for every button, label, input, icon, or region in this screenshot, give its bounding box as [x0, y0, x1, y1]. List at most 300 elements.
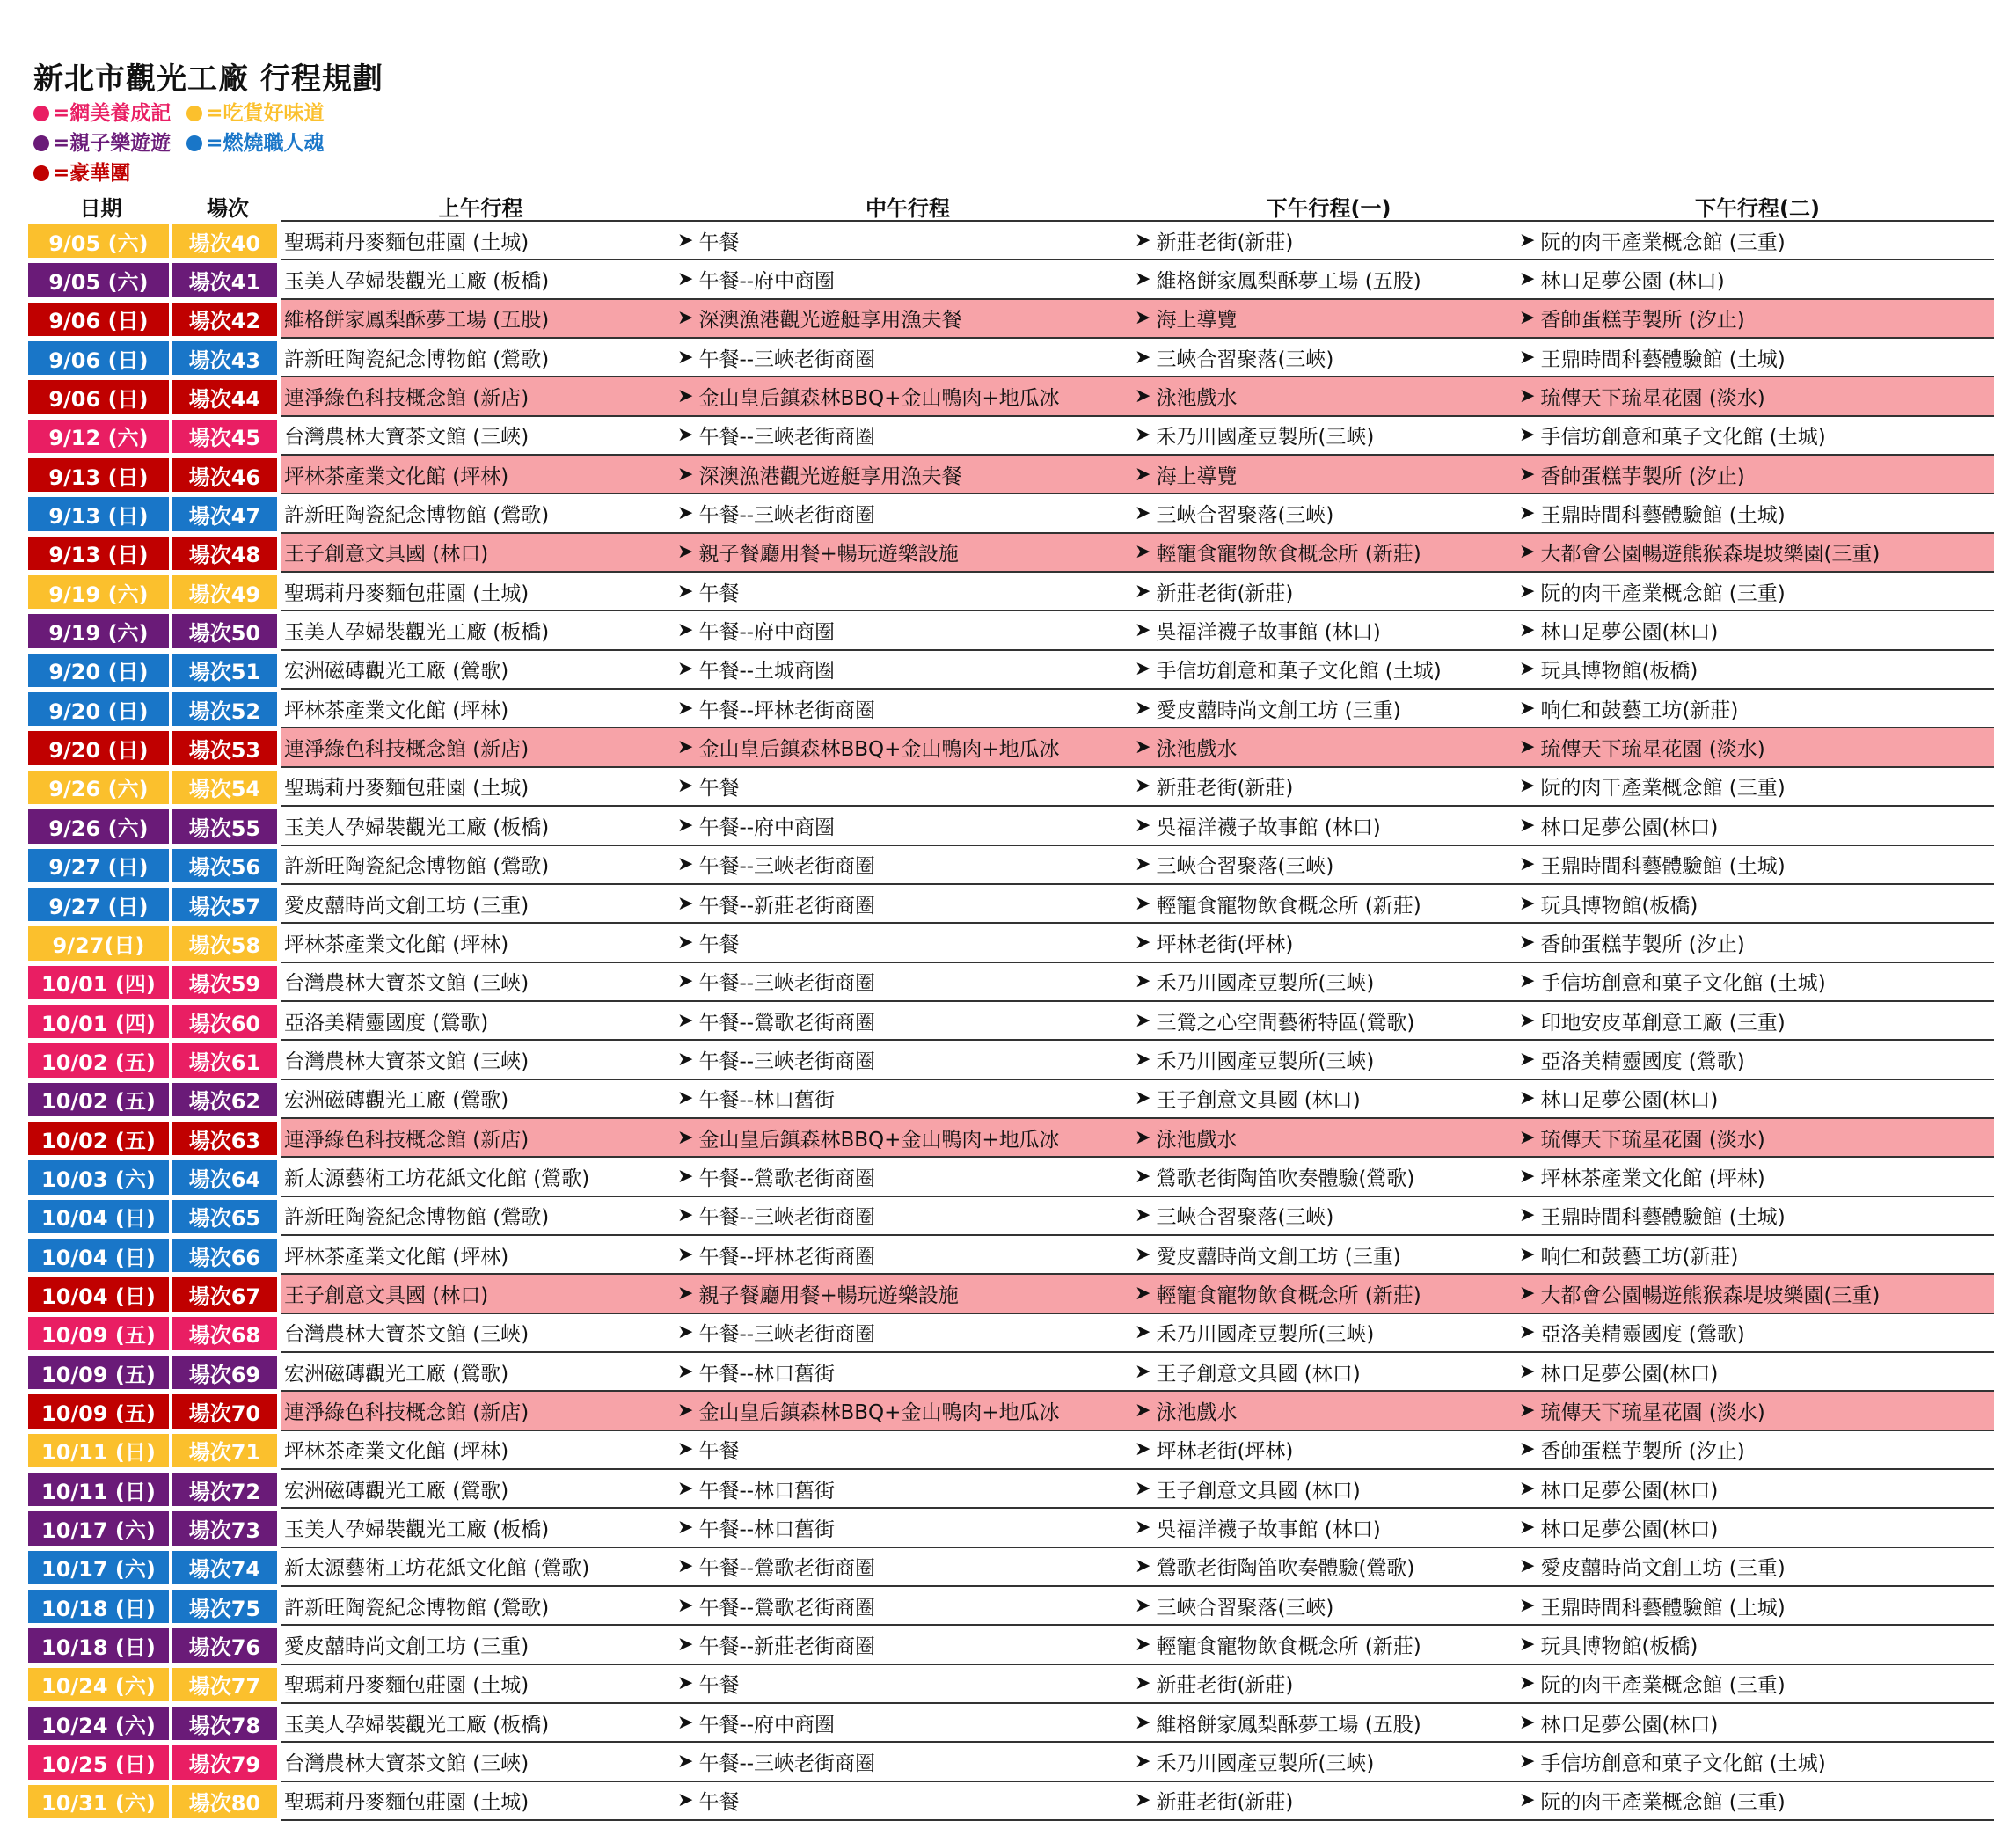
afternoon1-activity	[1135, 1786, 1519, 1815]
noon-activity-text: 親子餐廳用餐+暢玩遊樂設施	[698, 543, 959, 567]
arrow-right-icon: ➤	[1519, 229, 1536, 252]
afternoon1-activity-text: 新莊老街(新莊)	[1156, 230, 1294, 254]
noon-activity	[677, 967, 1135, 996]
afternoon1-activity	[1135, 1006, 1519, 1035]
arrow-right-icon: ➤	[1135, 1438, 1151, 1461]
morning-activity	[281, 889, 677, 918]
arrow-right-icon: ➤	[677, 502, 694, 525]
date-cell: 9/20 (日)	[28, 692, 169, 726]
afternoon1-activity-text: 鶯歌老街陶笛吹奏體驗(鶯歌)	[1156, 1166, 1415, 1190]
afternoon2-activity-text: 王鼎時間科藝體驗館 (土城)	[1540, 1206, 1786, 1230]
morning-activity	[281, 1552, 677, 1581]
morning-activity	[281, 577, 677, 606]
morning-activity-text: 台灣農林大寶茶文館 (三峽)	[284, 972, 530, 996]
afternoon2-activity	[1519, 1045, 1994, 1074]
arrow-right-icon: ➤	[1519, 424, 1536, 447]
afternoon2-activity	[1519, 538, 1994, 567]
morning-activity	[281, 1162, 677, 1191]
afternoon1-activity-text: 禾乃川國產豆製所(三峽)	[1156, 1049, 1375, 1073]
afternoon2-activity	[1519, 265, 1994, 294]
date-cell: 9/20 (日)	[28, 654, 169, 687]
itinerary	[281, 1197, 1994, 1236]
arrow-right-icon: ➤	[1519, 1634, 1536, 1656]
itinerary	[281, 651, 1994, 690]
table-row	[28, 885, 1994, 924]
arrow-right-icon: ➤	[677, 1477, 694, 1500]
table-row	[28, 1275, 1994, 1313]
afternoon2-activity	[1519, 577, 1994, 606]
afternoon2-activity	[1519, 1201, 1994, 1230]
table-row	[28, 573, 1994, 611]
itinerary	[281, 690, 1994, 728]
arrow-right-icon: ➤	[1519, 814, 1536, 837]
itinerary	[281, 963, 1994, 1002]
afternoon1-activity	[1135, 889, 1519, 918]
itinerary	[281, 456, 1994, 494]
itinerary	[281, 1626, 1994, 1664]
table-row	[28, 300, 1994, 339]
noon-activity	[677, 733, 1135, 762]
arrow-right-icon: ➤	[1135, 931, 1151, 954]
table-row	[28, 1470, 1994, 1509]
date-cell: 10/09 (五)	[28, 1317, 169, 1350]
session-cell: 場次76	[172, 1628, 277, 1662]
table-row	[28, 339, 1994, 377]
arrow-right-icon: ➤	[677, 541, 694, 564]
table-row	[28, 1314, 1994, 1353]
afternoon1-activity-text: 坪林老街(坪林)	[1156, 932, 1294, 956]
afternoon1-activity	[1135, 850, 1519, 879]
morning-activity-text: 王子創意文具國 (林口)	[284, 543, 489, 567]
arrow-right-icon: ➤	[677, 268, 694, 291]
arrow-right-icon: ➤	[1135, 1087, 1151, 1110]
legend-row	[33, 158, 340, 188]
morning-activity	[281, 1045, 677, 1074]
arrow-right-icon: ➤	[1519, 1594, 1536, 1617]
table-row	[28, 1392, 1994, 1430]
arrow-right-icon: ➤	[1519, 736, 1536, 759]
noon-activity	[677, 1318, 1135, 1347]
afternoon1-activity-text: 維格餅家鳳梨酥夢工場 (五股)	[1156, 1713, 1421, 1737]
arrow-right-icon: ➤	[1135, 1165, 1151, 1188]
afternoon2-activity-text: 香帥蛋糕芋製所 (汐止)	[1540, 1440, 1745, 1464]
afternoon2-activity	[1519, 811, 1994, 840]
date-cell: 9/13 (日)	[28, 497, 169, 530]
afternoon2-activity-text: 手信坊創意和菓子文化館 (土城)	[1540, 972, 1826, 996]
afternoon1-activity-text: 輕寵食寵物飲食概念所 (新莊)	[1156, 894, 1421, 918]
date-cell: 9/20 (日)	[28, 731, 169, 764]
afternoon1-activity	[1135, 226, 1519, 255]
afternoon2-activity-text: 手信坊創意和菓子文化館 (土城)	[1540, 426, 1826, 450]
afternoon1-activity-text: 三鶯之心空間藝術特區(鶯歌)	[1156, 1011, 1415, 1035]
itinerary	[281, 1236, 1994, 1275]
arrow-right-icon: ➤	[1135, 1751, 1151, 1773]
itinerary	[281, 1119, 1994, 1158]
session-cell: 場次47	[172, 497, 277, 530]
header-afternoon2: 下午行程(二)	[1695, 195, 1820, 221]
itinerary	[281, 260, 1994, 299]
afternoon1-activity-text: 王子創意文具國 (林口)	[1156, 1362, 1361, 1386]
itinerary	[281, 1041, 1994, 1079]
arrow-right-icon: ➤	[1519, 1477, 1536, 1500]
arrow-right-icon: ➤	[677, 970, 694, 993]
table-row	[28, 1704, 1994, 1743]
noon-activity	[677, 1513, 1135, 1542]
date-cell: 9/06 (日)	[28, 341, 169, 375]
afternoon2-activity	[1519, 1357, 1994, 1386]
afternoon1-activity-text: 泳池戲水	[1156, 738, 1238, 762]
afternoon1-activity-text: 輕寵食寵物飲食概念所 (新莊)	[1156, 1283, 1421, 1307]
arrow-right-icon: ➤	[677, 1751, 694, 1773]
morning-activity-text: 宏洲磁磚觀光工廠 (鶯歌)	[284, 1089, 509, 1113]
table-row	[28, 1665, 1994, 1704]
noon-activity	[677, 226, 1135, 255]
morning-activity	[281, 772, 677, 801]
itinerary	[281, 222, 1994, 260]
afternoon2-activity	[1519, 226, 1994, 255]
table-row	[28, 690, 1994, 728]
afternoon2-activity-text: 林口足夢公園(林口)	[1540, 815, 1719, 839]
afternoon2-activity	[1519, 1279, 1994, 1308]
afternoon1-activity-text: 愛皮囍時尚文創工坊 (三重)	[1156, 698, 1401, 722]
legend-row	[33, 99, 340, 128]
table-header	[28, 190, 1994, 222]
noon-activity	[677, 616, 1135, 645]
arrow-right-icon: ➤	[677, 1048, 694, 1071]
afternoon2-activity	[1519, 655, 1994, 684]
morning-activity-text: 坪林茶產業文化館 (坪林)	[284, 1440, 509, 1464]
morning-activity	[281, 616, 677, 645]
morning-activity	[281, 967, 677, 996]
itinerary	[281, 573, 1994, 611]
afternoon1-activity	[1135, 1513, 1519, 1542]
date-cell: 10/03 (六)	[28, 1160, 169, 1194]
morning-activity-text: 台灣農林大寶茶文館 (三峽)	[284, 1323, 530, 1347]
noon-activity	[677, 1084, 1135, 1113]
session-cell: 場次41	[172, 263, 277, 296]
session-cell: 場次77	[172, 1668, 277, 1701]
noon-activity	[677, 1240, 1135, 1269]
noon-activity-text: 金山皇后鎮森林BBQ+金山鴨肉+地瓜冰	[698, 387, 1060, 411]
arrow-right-icon: ➤	[1135, 1126, 1151, 1149]
arrow-right-icon: ➤	[1519, 1672, 1536, 1695]
itinerary	[281, 611, 1994, 650]
afternoon1-activity-text: 吳福洋襪子故事館 (林口)	[1156, 815, 1381, 839]
arrow-right-icon: ➤	[1519, 268, 1536, 291]
date-cell: 10/02 (五)	[28, 1083, 169, 1116]
afternoon2-activity-text: 琉傳天下琉星花園 (淡水)	[1540, 387, 1765, 411]
afternoon1-activity	[1135, 1708, 1519, 1737]
afternoon1-activity-text: 海上導覽	[1156, 309, 1238, 333]
noon-activity-text: 親子餐廳用餐+暢玩遊樂設施	[698, 1283, 959, 1307]
noon-activity	[677, 1474, 1135, 1503]
date-cell: 10/04 (日)	[28, 1200, 169, 1233]
afternoon2-activity	[1519, 889, 1994, 918]
afternoon1-activity-text: 三峽合習聚落(三峽)	[1156, 504, 1334, 528]
arrow-right-icon: ➤	[1519, 1399, 1536, 1422]
afternoon1-activity	[1135, 1357, 1519, 1386]
date-cell: 10/01 (四)	[28, 1005, 169, 1038]
morning-activity-text: 聖瑪莉丹麥麵包莊園 (土城)	[284, 777, 530, 801]
session-cell: 場次40	[172, 224, 277, 258]
date-cell: 9/19 (六)	[28, 614, 169, 647]
afternoon1-activity-text: 新莊老街(新莊)	[1156, 1674, 1294, 1698]
morning-activity-text: 許新旺陶瓷紀念博物館 (鶯歌)	[284, 504, 550, 528]
noon-activity-text: 午餐	[698, 932, 740, 956]
afternoon2-activity	[1519, 1240, 1994, 1269]
date-cell: 10/18 (日)	[28, 1590, 169, 1623]
afternoon2-activity	[1519, 1513, 1994, 1542]
noon-activity-text: 午餐--三峽老街商圈	[698, 1049, 876, 1073]
afternoon1-activity	[1135, 1201, 1519, 1230]
afternoon2-activity-text: 林口足夢公園 (林口)	[1540, 270, 1725, 294]
afternoon1-activity-text: 三峽合習聚落(三峽)	[1156, 1596, 1334, 1620]
afternoon2-activity	[1519, 1669, 1994, 1698]
afternoon1-activity-text: 新莊老街(新莊)	[1156, 777, 1294, 801]
noon-activity	[677, 1786, 1135, 1815]
morning-activity	[281, 1630, 677, 1659]
afternoon2-activity-text: 亞洛美精靈國度 (鶯歌)	[1540, 1323, 1745, 1347]
noon-activity	[677, 1708, 1135, 1737]
afternoon1-activity-text: 新莊老街(新莊)	[1156, 581, 1294, 605]
morning-activity	[281, 733, 677, 762]
noon-activity	[677, 811, 1135, 840]
itinerary	[281, 1509, 1994, 1547]
legend-item-yellow	[186, 99, 324, 128]
afternoon2-activity	[1519, 421, 1994, 450]
afternoon2-activity-text: 亞洛美精靈國度 (鶯歌)	[1540, 1049, 1745, 1073]
arrow-right-icon: ➤	[1519, 1360, 1536, 1383]
date-cell: 10/02 (五)	[28, 1043, 169, 1077]
arrow-right-icon: ➤	[677, 307, 694, 330]
arrow-right-icon: ➤	[1519, 1243, 1536, 1266]
afternoon2-activity-text: 玩具博物館(板橋)	[1540, 894, 1698, 918]
afternoon2-activity-text: 王鼎時間科藝體驗館 (土城)	[1540, 504, 1786, 528]
session-cell: 場次75	[172, 1590, 277, 1623]
afternoon2-activity-text: 林口足夢公園(林口)	[1540, 621, 1719, 645]
date-cell: 9/26 (六)	[28, 771, 169, 804]
arrow-right-icon: ➤	[677, 1165, 694, 1188]
arrow-right-icon: ➤	[1135, 1517, 1151, 1539]
arrow-right-icon: ➤	[1519, 463, 1536, 486]
morning-activity-text: 王子創意文具國 (林口)	[284, 1283, 489, 1307]
morning-activity	[281, 499, 677, 528]
arrow-right-icon: ➤	[1135, 970, 1151, 993]
arrow-right-icon: ➤	[1135, 229, 1151, 252]
arrow-right-icon: ➤	[1519, 853, 1536, 876]
page-title: 新北市觀光工廠 行程規劃	[33, 62, 383, 97]
morning-activity	[281, 1084, 677, 1113]
arrow-right-icon: ➤	[677, 580, 694, 603]
table-row	[28, 1197, 1994, 1236]
date-cell: 9/05 (六)	[28, 224, 169, 258]
afternoon1-activity	[1135, 1396, 1519, 1425]
table-row	[28, 1041, 1994, 1079]
session-cell: 場次74	[172, 1551, 277, 1584]
itinerary	[281, 417, 1994, 456]
table-row	[28, 494, 1994, 533]
arrow-right-icon: ➤	[1135, 1711, 1151, 1734]
noon-activity-text: 午餐	[698, 1791, 740, 1815]
session-cell: 場次44	[172, 380, 277, 413]
afternoon1-activity-text: 坪林老街(坪林)	[1156, 1440, 1294, 1464]
session-cell: 場次52	[172, 692, 277, 726]
afternoon2-activity-text: 阮的肉干產業概念館 (三重)	[1540, 1674, 1786, 1698]
date-cell: 9/27 (日)	[28, 849, 169, 882]
afternoon1-activity	[1135, 655, 1519, 684]
session-cell: 場次72	[172, 1473, 277, 1506]
afternoon1-activity-text: 海上導覽	[1156, 464, 1238, 488]
noon-activity-text: 午餐--鶯歌老街商圈	[698, 1011, 876, 1035]
arrow-right-icon: ➤	[1519, 502, 1536, 525]
noon-activity-text: 午餐	[698, 1440, 740, 1464]
session-cell: 場次42	[172, 303, 277, 336]
morning-activity	[281, 343, 677, 372]
morning-activity	[281, 1279, 677, 1308]
afternoon1-activity	[1135, 1318, 1519, 1347]
arrow-right-icon: ➤	[1519, 1711, 1536, 1734]
morning-activity	[281, 304, 677, 333]
afternoon1-activity-text: 王子創意文具國 (林口)	[1156, 1479, 1361, 1503]
noon-activity	[677, 928, 1135, 957]
arrow-right-icon: ➤	[1135, 697, 1151, 720]
arrow-right-icon: ➤	[677, 814, 694, 837]
date-cell: 10/09 (五)	[28, 1356, 169, 1389]
arrow-right-icon: ➤	[1135, 1789, 1151, 1812]
arrow-right-icon: ➤	[677, 619, 694, 642]
date-cell: 9/05 (六)	[28, 263, 169, 296]
morning-activity-text: 愛皮囍時尚文創工坊 (三重)	[284, 894, 530, 918]
itinerary	[281, 377, 1994, 416]
arrow-right-icon: ➤	[1135, 1243, 1151, 1266]
noon-activity-text: 午餐	[698, 581, 740, 605]
legend-label: =網美養成記	[53, 102, 172, 125]
afternoon1-activity-text: 禾乃川國產豆製所(三峽)	[1156, 972, 1375, 996]
afternoon1-activity-text: 泳池戲水	[1156, 1400, 1238, 1424]
noon-activity	[677, 1552, 1135, 1581]
arrow-right-icon: ➤	[677, 1321, 694, 1344]
afternoon1-activity	[1135, 928, 1519, 957]
afternoon1-activity	[1135, 1747, 1519, 1776]
noon-activity	[677, 1045, 1135, 1074]
morning-activity	[281, 850, 677, 879]
noon-activity	[677, 304, 1135, 333]
noon-activity	[677, 694, 1135, 723]
arrow-right-icon: ➤	[1135, 1321, 1151, 1344]
arrow-right-icon: ➤	[1519, 892, 1536, 915]
afternoon1-activity-text: 禾乃川國產豆製所(三峽)	[1156, 426, 1375, 450]
afternoon1-activity	[1135, 967, 1519, 996]
table-row	[28, 1431, 1994, 1470]
table-row	[28, 534, 1994, 573]
noon-activity	[677, 460, 1135, 489]
header-noon: 中午行程	[866, 195, 950, 221]
arrow-right-icon: ➤	[1519, 385, 1536, 408]
noon-activity	[677, 265, 1135, 294]
afternoon1-activity-text: 吳福洋襪子故事館 (林口)	[1156, 621, 1381, 645]
arrow-right-icon: ➤	[677, 385, 694, 408]
afternoon1-activity-text: 三峽合習聚落(三峽)	[1156, 1206, 1334, 1230]
arrow-right-icon: ➤	[1135, 775, 1151, 798]
afternoon1-activity	[1135, 577, 1519, 606]
morning-activity	[281, 538, 677, 567]
session-cell: 場次43	[172, 341, 277, 375]
afternoon2-activity	[1519, 1708, 1994, 1737]
session-cell: 場次57	[172, 888, 277, 921]
date-cell: 9/26 (六)	[28, 809, 169, 843]
date-cell: 10/02 (五)	[28, 1122, 169, 1155]
afternoon1-activity	[1135, 1240, 1519, 1269]
session-cell: 場次69	[172, 1356, 277, 1389]
noon-activity	[677, 1201, 1135, 1230]
arrow-right-icon: ➤	[1519, 1009, 1536, 1032]
session-cell: 場次49	[172, 575, 277, 609]
afternoon2-activity-text: 玩具博物館(板橋)	[1540, 660, 1698, 684]
arrow-right-icon: ➤	[677, 775, 694, 798]
morning-activity	[281, 1123, 677, 1152]
date-cell: 9/27 (日)	[28, 888, 169, 921]
afternoon2-activity	[1519, 694, 1994, 723]
morning-activity	[281, 1006, 677, 1035]
session-cell: 場次54	[172, 771, 277, 804]
date-cell: 9/06 (日)	[28, 303, 169, 336]
afternoon2-activity-text: 阮的肉干產業概念館 (三重)	[1540, 230, 1786, 254]
morning-activity-text: 宏洲磁磚觀光工廠 (鶯歌)	[284, 660, 509, 684]
afternoon2-activity	[1519, 304, 1994, 333]
noon-activity-text: 午餐--三峽老街商圈	[698, 426, 876, 450]
arrow-right-icon: ➤	[1519, 1321, 1536, 1344]
afternoon2-activity	[1519, 499, 1994, 528]
arrow-right-icon: ➤	[677, 463, 694, 486]
noon-activity	[677, 1123, 1135, 1152]
date-cell: 10/04 (日)	[28, 1277, 169, 1311]
afternoon2-activity	[1519, 1630, 1994, 1659]
afternoon1-activity	[1135, 499, 1519, 528]
noon-activity-text: 午餐--鶯歌老街商圈	[698, 1596, 876, 1620]
table-row	[28, 1626, 1994, 1664]
noon-activity-text: 午餐--林口舊街	[698, 1479, 836, 1503]
arrow-right-icon: ➤	[1135, 658, 1151, 681]
arrow-right-icon: ➤	[1519, 346, 1536, 369]
noon-activity-text: 午餐--府中商圈	[698, 815, 836, 839]
noon-activity-text: 午餐--鶯歌老街商圈	[698, 1557, 876, 1581]
morning-activity-text: 聖瑪莉丹麥麵包莊園 (土城)	[284, 1791, 530, 1815]
afternoon1-activity	[1135, 1630, 1519, 1659]
session-cell: 場次46	[172, 458, 277, 492]
arrow-right-icon: ➤	[1135, 1555, 1151, 1578]
afternoon1-activity	[1135, 1435, 1519, 1464]
noon-activity-text: 午餐--新莊老街商圈	[698, 894, 876, 918]
itinerary	[281, 1080, 1994, 1119]
noon-activity-text: 午餐--新莊老街商圈	[698, 1635, 876, 1659]
arrow-right-icon: ➤	[1135, 268, 1151, 291]
table-row	[28, 924, 1994, 962]
afternoon1-activity	[1135, 1669, 1519, 1698]
session-cell: 場次59	[172, 966, 277, 999]
itinerary	[281, 494, 1994, 533]
itinerary	[281, 1782, 1994, 1821]
noon-activity-text: 深澳漁港觀光遊艇享用漁夫餐	[698, 464, 962, 488]
afternoon1-activity-text: 吳福洋襪子故事館 (林口)	[1156, 1518, 1381, 1542]
afternoon1-activity	[1135, 772, 1519, 801]
itinerary	[281, 728, 1994, 767]
date-cell: 9/19 (六)	[28, 575, 169, 609]
date-cell: 9/27(日)	[28, 926, 169, 960]
morning-activity	[281, 382, 677, 411]
morning-activity	[281, 1786, 677, 1815]
afternoon2-activity	[1519, 1552, 1994, 1581]
afternoon1-activity	[1135, 304, 1519, 333]
